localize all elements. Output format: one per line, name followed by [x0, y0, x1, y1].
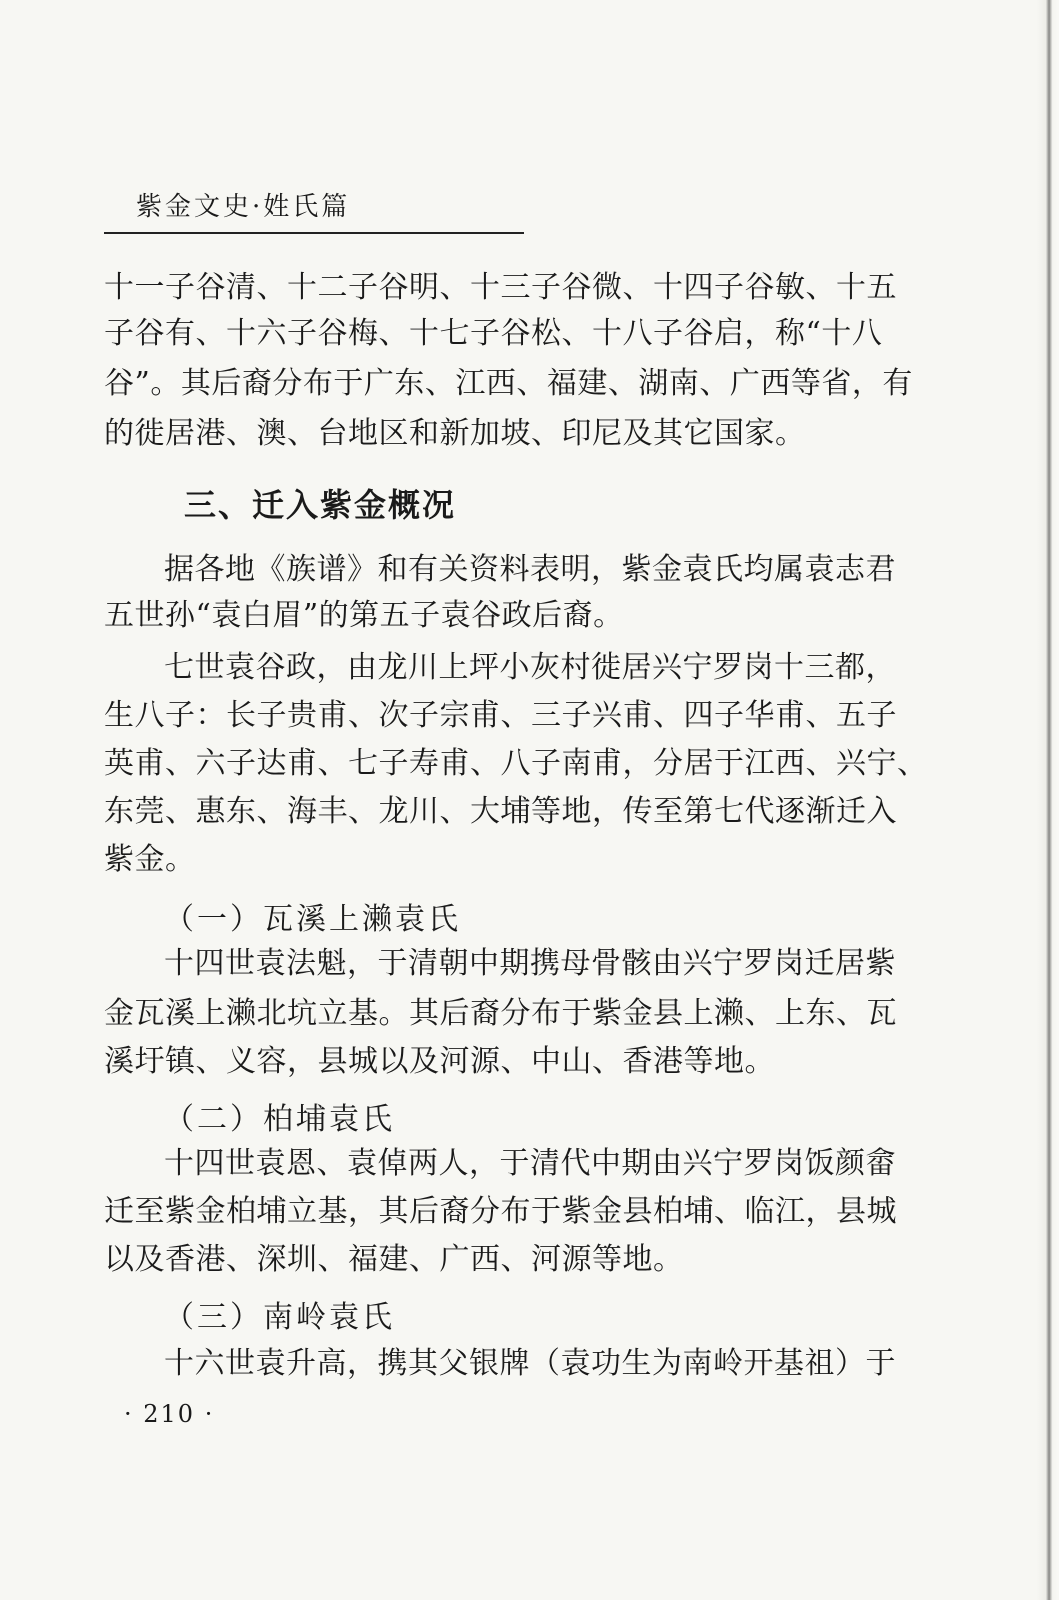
body-text-line: 溪圩镇、义容，县城以及河源、中山、香港等地。: [104, 1044, 775, 1079]
body-text-line: 十四世袁法魁，于清朝中期携母骨骸由兴宁罗岗迁居紫: [164, 946, 896, 981]
body-text-line: 十六世袁升高，携其父银牌（袁功生为南岭开基祖）于: [164, 1346, 896, 1381]
running-header: 紫金文史·姓氏篇: [136, 192, 351, 222]
body-text-line: 英甫、六子达甫、七子寿甫、八子南甫，分居于江西、兴宁、: [104, 746, 928, 781]
body-text-line: 据各地《族谱》和有关资料表明，紫金袁氏均属袁志君: [164, 552, 896, 587]
body-text-line: 子谷有、十六子谷梅、十七子谷松、十八子谷启，称“十八: [104, 316, 883, 351]
page-number: · 210 ·: [124, 1400, 215, 1428]
body-text-line: 五世孙“袁白眉”的第五子袁谷政后裔。: [104, 598, 624, 633]
body-text-line: 迁至紫金柏埔立基，其后裔分布于紫金县柏埔、临江，县城: [104, 1194, 897, 1229]
body-text-line: 金瓦溪上濑北坑立基。其后裔分布于紫金县上濑、上东、瓦: [104, 996, 897, 1031]
body-text-line: 十一子谷清、十二子谷明、十三子谷微、十四子谷敏、十五: [104, 270, 897, 305]
body-text-line: 谷”。其后裔分布于广东、江西、福建、湖南、广西等省，有: [104, 366, 913, 401]
subsection-heading: （三）南岭袁氏: [164, 1300, 395, 1335]
body-text-line: 七世袁谷政，由龙川上坪小灰村徙居兴宁罗岗十三都，: [164, 650, 896, 685]
scan-binding-edge: [1037, 0, 1059, 1600]
subsection-heading: （二）柏埔袁氏: [164, 1102, 395, 1137]
body-text-line: 东莞、惠东、海丰、龙川、大埔等地，传至第七代逐渐迁入: [104, 794, 897, 829]
section-title: 三、迁入紫金概况: [184, 486, 457, 524]
subsection-heading: （一）瓦溪上濑袁氏: [164, 902, 461, 937]
body-text-line: 的徙居港、澳、台地区和新加坡、印尼及其它国家。: [104, 416, 806, 451]
body-text-line: 十四世袁恩、袁倬两人，于清代中期由兴宁罗岗饭颜畲: [164, 1146, 896, 1181]
header-rule: [104, 232, 524, 234]
body-text-line: 紫金。: [104, 842, 196, 877]
body-text-line: 生八子：长子贵甫、次子宗甫、三子兴甫、四子华甫、五子: [104, 698, 897, 733]
body-text-line: 以及香港、深圳、福建、广西、河源等地。: [104, 1242, 684, 1277]
